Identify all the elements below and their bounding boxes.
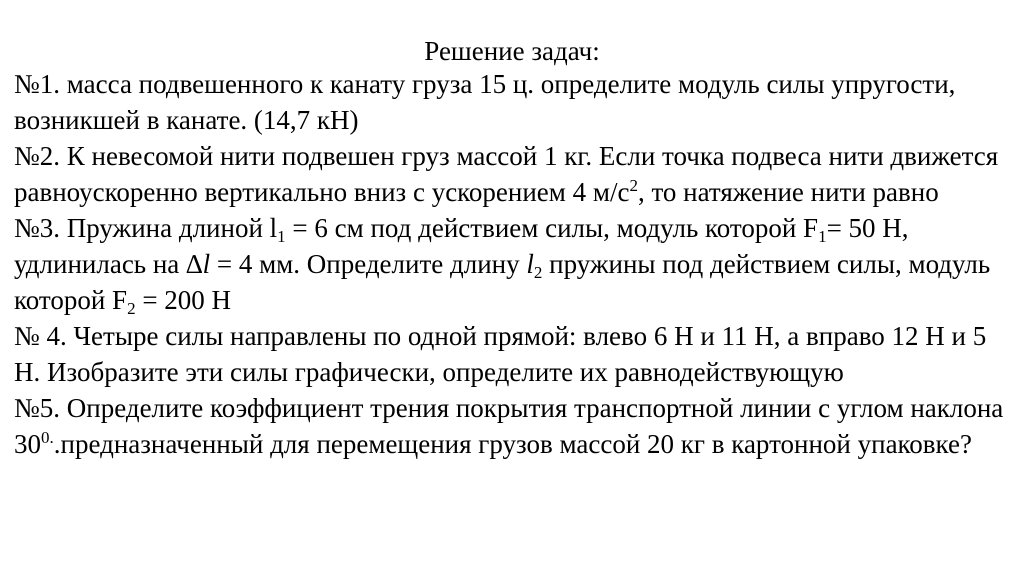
problem-3-text-1: №3. Пружина длиной l bbox=[14, 213, 278, 243]
problem-3-text-4: = 4 мм. Определите длину bbox=[210, 249, 527, 279]
page-title: Решение задач: bbox=[424, 36, 600, 66]
problem-3-subscript-3: 2 bbox=[533, 263, 543, 282]
problem-5 bbox=[14, 390, 1014, 462]
problem-3 bbox=[14, 210, 1014, 318]
problem-3-text-5: пружины под действием силы, модуль которой F bbox=[14, 249, 991, 315]
problem-5-text-b: .предназначенный для перемещения грузов массой 20 кг в картонной упаковке? bbox=[53, 429, 972, 459]
problem-3-text-2: = 6 см под действием силы, модуль которой F bbox=[285, 213, 819, 243]
problem-2-text-a: №2. К невесомой нити подвешен груз массой 1 кг. Если точка подвеса нити движется равноускоренно вертикально вниз с ускорением 4 м/с bbox=[14, 141, 999, 207]
problem-2 bbox=[14, 138, 1014, 210]
problem-1 bbox=[14, 66, 1014, 138]
problem-2-superscript: 2 bbox=[629, 176, 638, 195]
problem-1-text: №1. масса подвешенного к канату груза 15 ц. определите модуль силы упругости, возникшей в канате. (14,7 кН) bbox=[14, 69, 956, 135]
problems-list bbox=[14, 66, 1014, 462]
problem-3-text-6: = 200 Н bbox=[135, 285, 232, 315]
problem-3-subscript-1: 1 bbox=[277, 227, 286, 246]
problem-2-text-b: , то натяжение нити равно bbox=[637, 177, 939, 207]
problem-3-subscript-4: 2 bbox=[127, 299, 136, 318]
problem-4-text: № 4. Четыре силы направлены по одной прямой: влево 6 Н и 11 Н, а вправо 12 Н и 5 Н. Изобразите эти силы графически, определите их равнодействующую bbox=[14, 321, 987, 387]
problem-3-l2-italic: l bbox=[526, 249, 534, 279]
problem-5-superscript: 0. bbox=[41, 428, 54, 447]
problem-4 bbox=[14, 318, 1014, 390]
problem-3-subscript-2: 1 bbox=[818, 227, 827, 246]
problem-5-text-a: №5. Определите коэффициент трения покрытия транспортной линии с углом наклона 30 bbox=[14, 393, 1004, 459]
problem-3-l-italic: l bbox=[202, 249, 211, 279]
problem-3-text-3: = 50 Н, удлинилась на ∆ bbox=[14, 213, 909, 279]
